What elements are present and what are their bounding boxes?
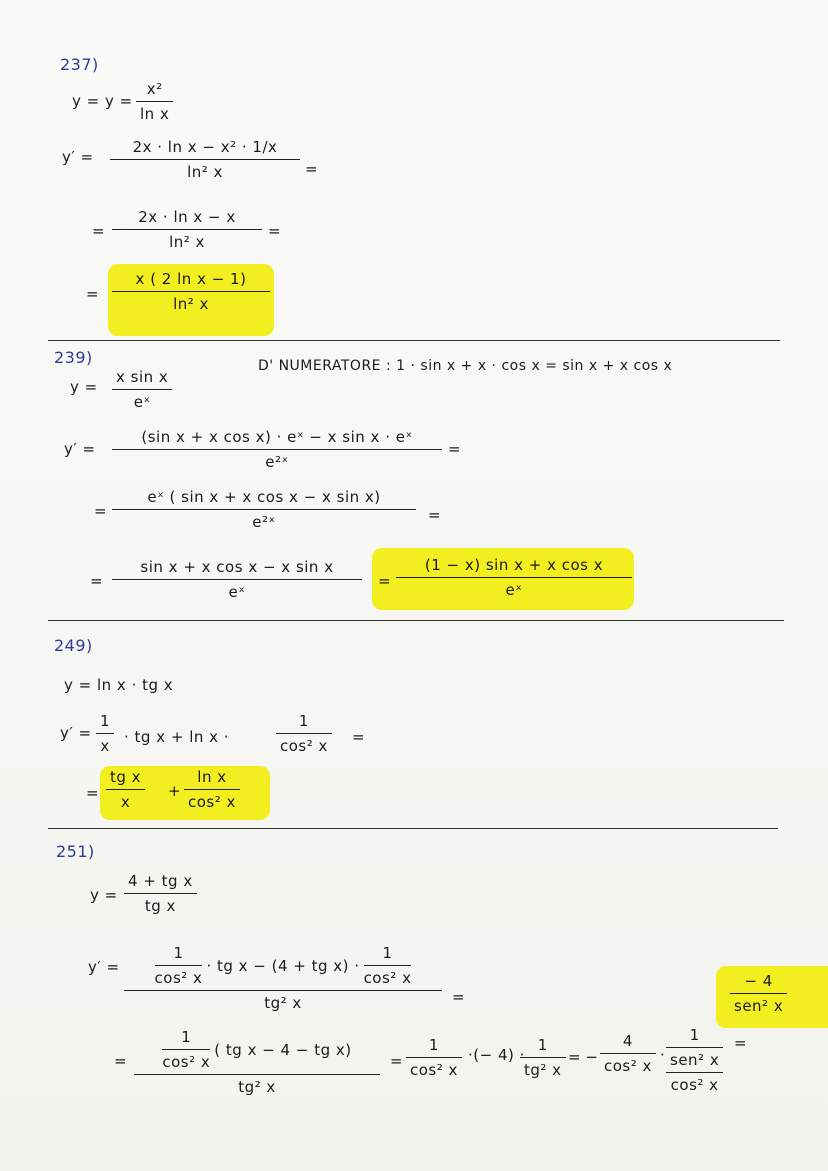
denominator: ln x (140, 105, 170, 123)
equals-sign: = (86, 285, 99, 303)
derivative-label: y′ = (88, 958, 120, 976)
exercise-number: 237) (60, 55, 99, 74)
highlighted-result (112, 270, 270, 313)
equals-sign: = (305, 160, 318, 178)
numerator: tg x (110, 768, 142, 786)
denominator: eˣ (133, 393, 151, 411)
numerator: x² (146, 80, 163, 98)
equals-sign: = − (568, 1048, 598, 1066)
denominator: e²ˣ (265, 453, 289, 471)
numerator: (1 − x) sin x + x cos x (424, 556, 604, 574)
expression-text: ·(− 4) · (468, 1046, 525, 1064)
numerator: 1 (181, 1028, 192, 1046)
fraction (112, 368, 172, 411)
fraction (110, 138, 300, 181)
numerator (158, 1028, 355, 1071)
compound-fraction (124, 944, 442, 1012)
fraction (364, 944, 412, 987)
denominator: eˣ (505, 581, 523, 599)
numerator: − 4 (744, 972, 773, 990)
numerator: 1 (428, 1036, 439, 1054)
denominator: e²ˣ (252, 513, 276, 531)
fraction (276, 712, 332, 755)
highlighted-result (396, 556, 632, 599)
fraction (155, 944, 203, 987)
derivative-label: y′ = (64, 440, 96, 458)
fraction (520, 1036, 566, 1079)
exercise-number: 251) (56, 842, 95, 861)
expression-text: · tg x − (4 + tg x) · (206, 956, 360, 975)
divider (48, 340, 780, 341)
function-definition-label: y = (90, 886, 118, 904)
equals-sign: = (378, 572, 391, 590)
equals-sign: = (452, 988, 465, 1006)
fraction (112, 558, 362, 601)
denominator: cos² x (188, 793, 236, 811)
function-definition-label: y = (70, 378, 98, 396)
equals-sign: = (90, 572, 103, 590)
fraction (136, 80, 173, 123)
numerator: 4 + tg x (128, 872, 193, 890)
divider (48, 620, 784, 621)
denominator: x (100, 737, 110, 755)
denominator: sen² x (734, 997, 784, 1015)
numerator: x sin x (116, 368, 169, 386)
expression-text: · tg x + ln x · (124, 728, 230, 746)
denominator: tg² x (238, 1078, 276, 1096)
fraction (112, 208, 262, 251)
multiplication-dot: · (660, 1046, 666, 1064)
function-definition-label: y = y = (72, 92, 133, 110)
denominator: tg² x (264, 994, 302, 1012)
numerator (151, 944, 416, 987)
equals-sign: = (268, 222, 281, 240)
highlighted-result (184, 768, 240, 811)
numerator: 2x · ln x − x² · 1/x (132, 138, 278, 156)
denominator: cos² x (162, 1053, 211, 1071)
denominator: cos² x (670, 1076, 719, 1094)
numerator: 1 (689, 1026, 700, 1044)
denominator: ln² x (173, 295, 209, 313)
highlighted-result (730, 972, 787, 1015)
numerator: eˣ ( sin x + x cos x − x sin x) (147, 488, 381, 506)
fraction (112, 428, 442, 471)
numerator: 2x · ln x − x (138, 208, 236, 226)
denominator: ln² x (187, 163, 223, 181)
numerator: 4 (622, 1032, 633, 1050)
numerator: 1 (298, 712, 309, 730)
equals-sign: = (92, 222, 105, 240)
fraction (96, 712, 114, 755)
fraction (406, 1036, 462, 1079)
divider (48, 828, 778, 829)
equals-sign: = (114, 1052, 127, 1070)
derivative-label: y′ = (62, 148, 94, 166)
numerator: 1 (382, 944, 393, 962)
denominator: x (120, 793, 131, 811)
exercise-number: 249) (54, 636, 93, 655)
exercise-number: 239) (54, 348, 93, 367)
function-definition-label: y = ln x · tg x (64, 676, 174, 694)
equals-sign: = (86, 784, 99, 802)
fraction (124, 872, 197, 915)
denominator: cos² x (604, 1057, 652, 1075)
equals-sign: = (94, 502, 107, 520)
equals-sign: = (428, 506, 441, 524)
derivative-label: y′ = (60, 724, 92, 742)
numerator: 1 (173, 944, 184, 962)
equals-sign: = (352, 728, 365, 746)
denominator: tg² x (524, 1061, 562, 1079)
denominator: cos² x (154, 969, 203, 987)
numerator: 1 (100, 712, 111, 730)
denominator: cos² x (363, 969, 412, 987)
numerator: (sin x + x cos x) · eˣ − x sin x · eˣ (141, 428, 413, 446)
equals-sign: = (734, 1034, 747, 1052)
compound-fraction (134, 1028, 380, 1096)
numerator: sin x + x cos x − x sin x (140, 558, 334, 576)
denominator: ln² x (169, 233, 205, 251)
numerator: sen² x (670, 1051, 720, 1069)
plus-sign: + (168, 782, 182, 800)
expression-text: ( tg x − 4 − tg x) (214, 1040, 352, 1059)
fraction (162, 1028, 210, 1071)
denominator: tg x (144, 897, 176, 915)
highlighted-result (106, 768, 145, 811)
denominator: cos² x (410, 1061, 458, 1079)
numerator: ln x (197, 768, 227, 786)
equals-sign: = (390, 1052, 403, 1070)
numerator-derivative-note: D' NUMERATORE : 1 · sin x + x · cos x = sin x + x cos x (258, 358, 673, 374)
fraction (600, 1032, 656, 1075)
denominator: eˣ (228, 583, 246, 601)
numerator: x ( 2 ln x − 1) (135, 270, 247, 288)
compound-fraction (666, 1026, 723, 1094)
numerator: 1 (537, 1036, 548, 1054)
equals-sign: = (448, 440, 461, 458)
denominator: cos² x (280, 737, 328, 755)
fraction (112, 488, 416, 531)
